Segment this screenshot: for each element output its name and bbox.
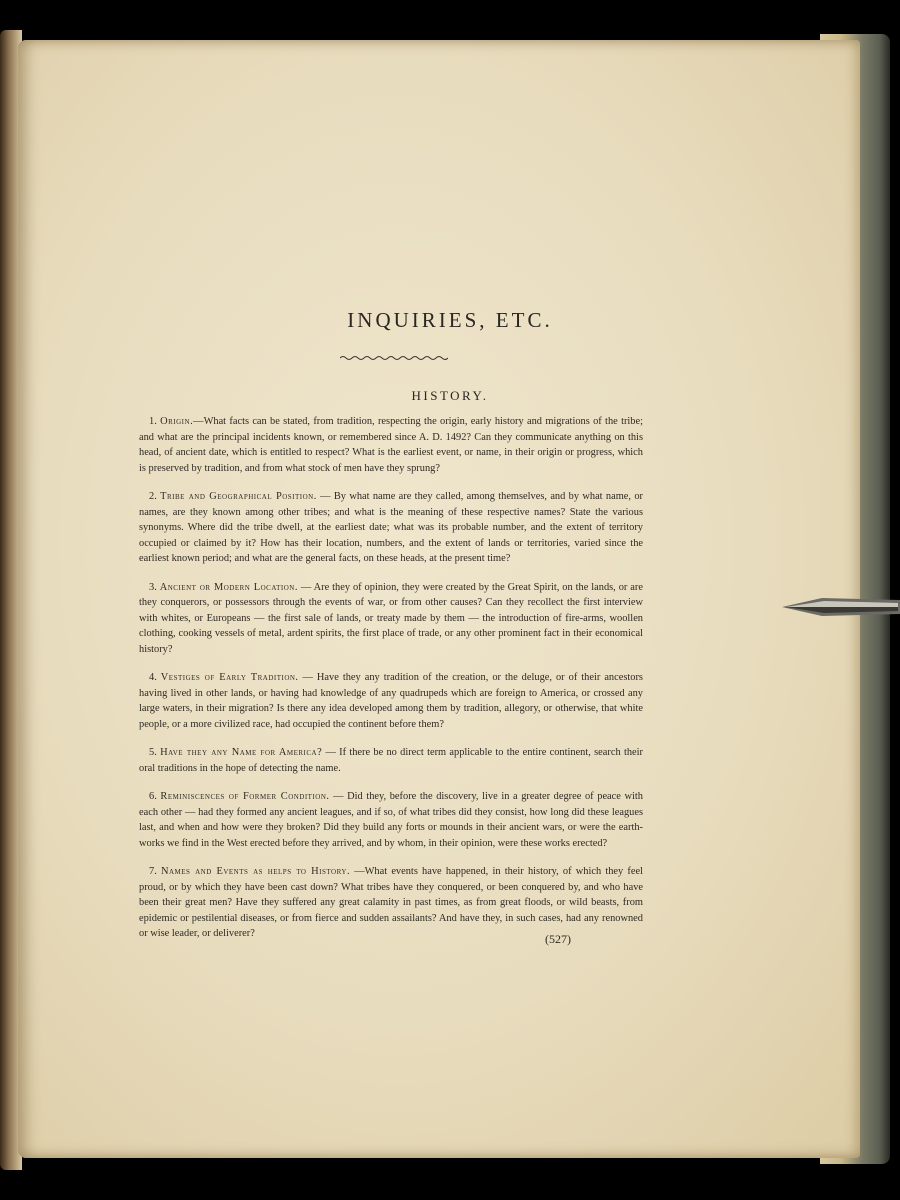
entry-heading: Tribe and Geographical Position. bbox=[160, 491, 317, 502]
entry-text: —What facts can be stated, from tradition, respecting the origin, early history and migrations of the tribe; and what are the principal incidents known, or remembered since A. D. 1492? Can they communicate anything on this head, of ancient date, which is entitled to respect? What is the earliest event, or name, in their origin or progress, which is preserved by tradition, and from what stock of men have they sprung? bbox=[139, 416, 643, 474]
entry-heading: Vestiges of Early Tradition. bbox=[160, 672, 299, 683]
entry-heading: Ancient or Modern Location. bbox=[159, 581, 298, 593]
metal-bookmark bbox=[782, 596, 900, 618]
entry-origin bbox=[139, 414, 643, 476]
entry-heading: Names and Events as helps to History. bbox=[160, 866, 351, 877]
entry-text: — If there be no direct term applicable to the entire continent, search their oral traditions in the hope of detecting the name. bbox=[139, 747, 643, 774]
entry-number: 7. bbox=[149, 866, 157, 877]
inquiries-list bbox=[139, 414, 643, 955]
entry-tribe-position bbox=[139, 489, 643, 567]
entry-number: 4. bbox=[149, 672, 157, 683]
page-number: (527) bbox=[545, 932, 571, 946]
entry-text: — Have they any tradition of the creation, or the deluge, or of their ancestors having lived in other lands, or having had knowledge of any quadrupeds which are foreign to America, or crossed any large waters, in their migration? Is there any idea developed among them by tradition, allegory, or otherwise, that white people, or a more civilized race, had occupied the continent before them? bbox=[139, 672, 643, 730]
title-ornament-rule bbox=[340, 354, 448, 362]
entry-reminiscences bbox=[139, 789, 643, 851]
entry-text: — By what name are they called, among themselves, and by what name, or names, are they known among other tribes; and what is the meaning of these respective names? State the various synonyms. Where did the tribe dwell, at the earliest date; what was its probable number, and the extent of territory occupied or claimed by it? How has their location, numbers, and the extent of lands or territories, varied since the earliest known period; and what are the general facts, on these heads, at the present time? bbox=[139, 491, 643, 564]
section-heading: HISTORY. bbox=[411, 388, 489, 403]
entry-text: —What events have happened, in their history, of which they feel proud, or by which they have been cast down? What tribes have they conquered, or been conquered by, and who have been their great men? Have they suffered any great calamity in past times, as from great floods, or wild beasts, from epidemic or pestilential diseases, or from fierce and sudden assailants? And have they, in such cases, had any renowned or wise leader, or deliverer? bbox=[139, 866, 643, 939]
entry-number: 5. bbox=[149, 747, 157, 758]
page-title: INQUIRIES, ETC. bbox=[347, 308, 553, 332]
entry-tradition bbox=[139, 670, 643, 732]
entry-number: 1. bbox=[149, 416, 157, 427]
entry-heading: Reminiscences of Former Condition. bbox=[160, 791, 330, 802]
entry-number: 2. bbox=[149, 491, 157, 502]
entry-heading: Have they any Name for America? bbox=[160, 747, 323, 758]
entry-location bbox=[139, 580, 643, 658]
entry-names-events bbox=[139, 864, 643, 942]
entry-heading: Origin. bbox=[160, 416, 194, 427]
entry-text: — Are they of opinion, they were created by the Great Spirit, on the lands, or are they conquerors, or possessors through the events of war, or from other causes? Can they recollect the first interview with whites, or Europeans — the first sale of lands, or treaty made by them — the introduction of fire-arms, woollen clothing, cooking vessels of metal, ardent spirits, the first place of trade, or any other prominent fact in their economical history? bbox=[139, 581, 643, 655]
entry-number: 6. bbox=[149, 791, 157, 802]
entry-america-name bbox=[139, 745, 643, 776]
entry-text: — Did they, before the discovery, live in a greater degree of peace with each other — had they formed any ancient leagues, and if so, of what tribes did they consist, how long did these leagues last, and when and how were they broken? Did they build any forts or mounds in their ancient wars, or were the earth-works we find in the West erected before they arrived, and by whom, in their opinion, were these works erected? bbox=[139, 791, 643, 849]
entry-number: 3. bbox=[149, 581, 157, 593]
